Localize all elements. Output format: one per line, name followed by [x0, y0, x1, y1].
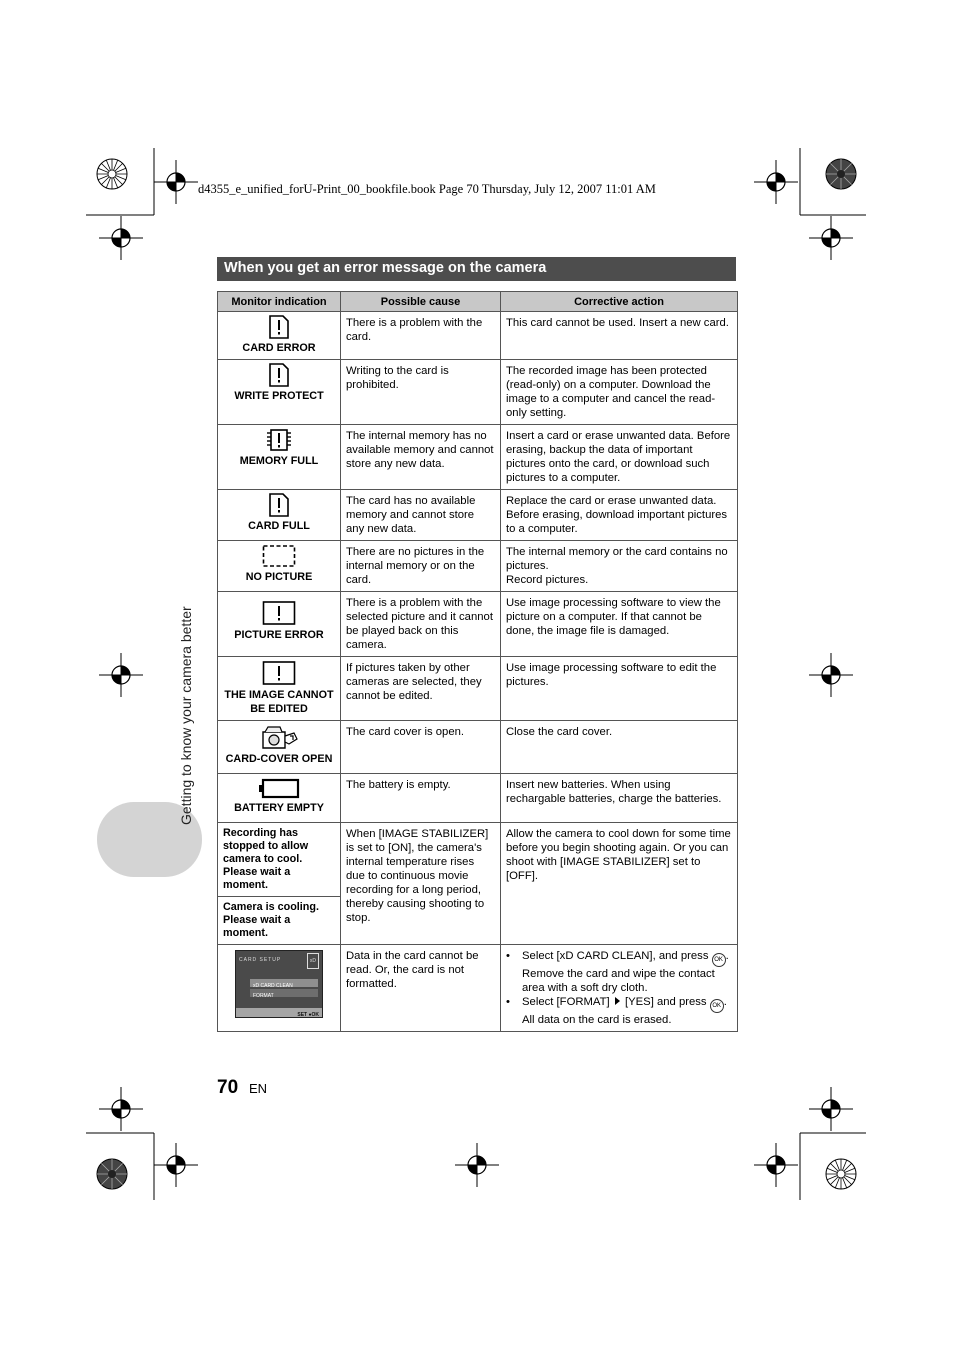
dashed-frame-icon [262, 544, 296, 568]
corrective-action: Insert a card or erase unwanted data. Before erasing, backup the data of important pictures onto the card, or download such pictures to a computer. [501, 425, 738, 490]
action-text: . Remove the card and wipe the contact area with a soft dry cloth. [522, 950, 729, 994]
page-language: EN [249, 1081, 268, 1096]
indication-label: CARD ERROR [242, 342, 316, 354]
monitor-indication [218, 945, 341, 1032]
monitor-indication [218, 592, 341, 657]
action-text: Select [xD CARD CLEAN], and press [522, 950, 712, 962]
table-row [218, 721, 738, 774]
table-row [218, 823, 738, 897]
list-item [506, 995, 732, 1027]
card-setup-screen [235, 950, 323, 1018]
corrective-action: Replace the card or erase unwanted data. Before erasing, download important pictures to a computer. [501, 490, 738, 541]
indication-label: PICTURE ERROR [234, 629, 324, 641]
possible-cause: There are no pictures in the internal memory or on the card. [341, 541, 501, 592]
corrective-action: The internal memory or the card contains no pictures. Record pictures. [501, 541, 738, 592]
possible-cause: The card cover is open. [341, 721, 501, 774]
indication-label: MEMORY FULL [239, 455, 319, 467]
corrective-action: Close the card cover. [501, 721, 738, 774]
action-list [506, 949, 732, 1027]
possible-cause: Writing to the card is prohibited. [341, 360, 501, 425]
header-corrective-action: Corrective action [501, 292, 738, 312]
possible-cause: The card has no available memory and cannot store any new data. [341, 490, 501, 541]
action-text: . All data on the card is erased. [522, 996, 727, 1026]
battery-empty-icon [258, 777, 300, 799]
monitor-indication [218, 490, 341, 541]
monitor-indication-text: Camera is cooling. Please wait a moment. [218, 897, 341, 945]
internal-memory-exclaim-icon [266, 428, 292, 452]
action-text: Select [FORMAT] [522, 996, 613, 1008]
picture-exclaim-icon [262, 600, 296, 626]
picture-exclaim-icon [262, 660, 296, 686]
ok-button-icon: OK [710, 999, 724, 1013]
possible-cause: The battery is empty. [341, 774, 501, 823]
possible-cause: The internal memory has no available memory and cannot store any new data. [341, 425, 501, 490]
menu-item-format: FORMAT [250, 989, 318, 997]
possible-cause: There is a problem with the card. [341, 312, 501, 360]
possible-cause: When [IMAGE STABILIZER] is set to [ON], the camera's internal temperature rises due to continuous movie recording for a long period, thereby causing shooting to stop. [341, 823, 501, 945]
section-title: When you get an error message on the camera [217, 257, 736, 281]
card-exclaim-icon [268, 363, 290, 387]
monitor-indication [218, 541, 341, 592]
corrective-action: Use image processing software to edit the pictures. [501, 657, 738, 721]
corrective-action: This card cannot be used. Insert a new card. [501, 312, 738, 360]
table-row [218, 774, 738, 823]
monitor-indication [218, 425, 341, 490]
header-possible-cause: Possible cause [341, 292, 501, 312]
table-row [218, 360, 738, 425]
table-row [218, 541, 738, 592]
monitor-indication [218, 721, 341, 774]
monitor-indication [218, 360, 341, 425]
corrective-action [501, 945, 738, 1032]
corrective-action: Use image processing software to view the picture on a computer. If that cannot be done, the image file is damaged. [501, 592, 738, 657]
corrective-action: Insert new batteries. When using rechargable batteries, charge the batteries. [501, 774, 738, 823]
corrective-action: The recorded image has been protected (read-only) on a computer. Download the image to a computer and cancel the read-only setting. [501, 360, 738, 425]
table-row [218, 945, 738, 1032]
page-number: 70 [217, 1077, 239, 1098]
menu-item-xd-card-clean: xD CARD CLEAN [250, 979, 318, 987]
table-row [218, 592, 738, 657]
possible-cause: Data in the card cannot be read. Or, the card is not formatted. [341, 945, 501, 1032]
indication-label: WRITE PROTECT [234, 390, 324, 402]
list-item [506, 949, 732, 995]
screen-title: CARD SETUP [239, 957, 282, 963]
table-row [218, 312, 738, 360]
table-header-row [218, 292, 738, 312]
monitor-indication [218, 657, 341, 721]
table-row [218, 490, 738, 541]
table-row [218, 657, 738, 721]
card-exclaim-icon [268, 315, 290, 339]
monitor-indication-text: Recording has stopped to allow camera to cool. Please wait a moment. [218, 823, 341, 897]
card-exclaim-icon [268, 493, 290, 517]
ok-button-icon: OK [712, 953, 726, 967]
monitor-indication [218, 312, 341, 360]
indication-label: BATTERY EMPTY [234, 802, 324, 814]
error-message-table [217, 291, 738, 1032]
indication-label: THE IMAGE CANNOT BE EDITED [224, 689, 334, 715]
indication-label: NO PICTURE [245, 571, 313, 583]
monitor-indication [218, 774, 341, 823]
book-file-header: d4355_e_unified_forU-Print_00_bookfile.book Page 70 Thursday, July 12, 2007 11:01 AM [198, 182, 656, 196]
card-cover-open-icon [259, 724, 299, 750]
arrow-right-icon [615, 997, 620, 1005]
indication-label: CARD-COVER OPEN [225, 753, 333, 765]
indication-label: CARD FULL [248, 520, 310, 532]
action-text: [YES] and press [621, 996, 710, 1008]
possible-cause: There is a problem with the selected picture and it cannot be played back on this camera. [341, 592, 501, 657]
corrective-action: Allow the camera to cool down for some time before you begin shooting again. Or you can shoot with [IMAGE STABILIZER] set to [OFF]. [501, 823, 738, 945]
table-row [218, 425, 738, 490]
xd-badge: xD [307, 953, 319, 969]
chapter-tab-label: Getting to know your camera better [178, 606, 194, 825]
possible-cause: If pictures taken by other cameras are selected, they cannot be edited. [341, 657, 501, 721]
screen-footer: SET ●OK [236, 1008, 322, 1017]
header-monitor-indication: Monitor indication [218, 292, 341, 312]
